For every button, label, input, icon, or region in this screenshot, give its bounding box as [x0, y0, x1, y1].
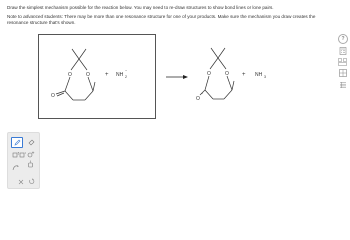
note-prefix: Note to — [7, 14, 24, 19]
product-plus: + — [242, 72, 246, 78]
reactant-plus: + — [105, 72, 109, 78]
eraser-icon[interactable] — [26, 138, 36, 147]
clear-icon[interactable] — [16, 177, 26, 186]
right-sidebar — [335, 0, 350, 202]
data-table-icon[interactable] — [337, 68, 348, 77]
reactant-carbonyl-o: O — [51, 93, 55, 99]
nucleophile-charge: − — [125, 69, 128, 73]
negative-charge-icon[interactable] — [26, 159, 36, 168]
reactant-ring-o1: O — [68, 72, 72, 78]
reactant-structure — [39, 35, 155, 118]
drawing-canvas[interactable] — [38, 34, 156, 119]
drawing-toolbar — [7, 132, 40, 189]
product-structure — [196, 40, 306, 110]
pencil-icon[interactable] — [11, 137, 23, 148]
product-anion-charge: − — [201, 92, 204, 96]
instructions-note — [7, 14, 317, 25]
periodic-table-icon[interactable] — [337, 57, 348, 66]
calculator-icon[interactable] — [337, 46, 348, 55]
reactant-ring-o2: O — [86, 72, 90, 78]
help-icon[interactable]: ? — [338, 34, 348, 44]
note-rest: students: There may be more than one resonance structure for one of your products. Make sure the mechanism you draw creates the resonance structure that's shown. — [7, 14, 316, 25]
instructions-line-1: Draw the simplest mechanism possible for the reaction below. You may need to re-draw structures to show bond lines or lone pairs. — [7, 5, 274, 10]
amine-label: NH — [255, 72, 263, 78]
amine-subscript: 3 — [264, 75, 266, 79]
product-ring-o1: O — [207, 71, 211, 77]
arrow-icon[interactable] — [11, 163, 21, 172]
product-anion-o: O — [196, 96, 200, 102]
undo-icon[interactable] — [26, 177, 36, 186]
reaction-arrow-icon — [166, 74, 188, 80]
positive-charge-icon[interactable] — [26, 150, 36, 159]
nucleophile-subscript: 2 — [125, 75, 127, 79]
reference-icon[interactable] — [337, 80, 348, 89]
product-ring-o2: O — [225, 71, 229, 77]
nucleophile-label: NH — [116, 72, 124, 78]
note-emphasis: advanced — [23, 14, 44, 19]
